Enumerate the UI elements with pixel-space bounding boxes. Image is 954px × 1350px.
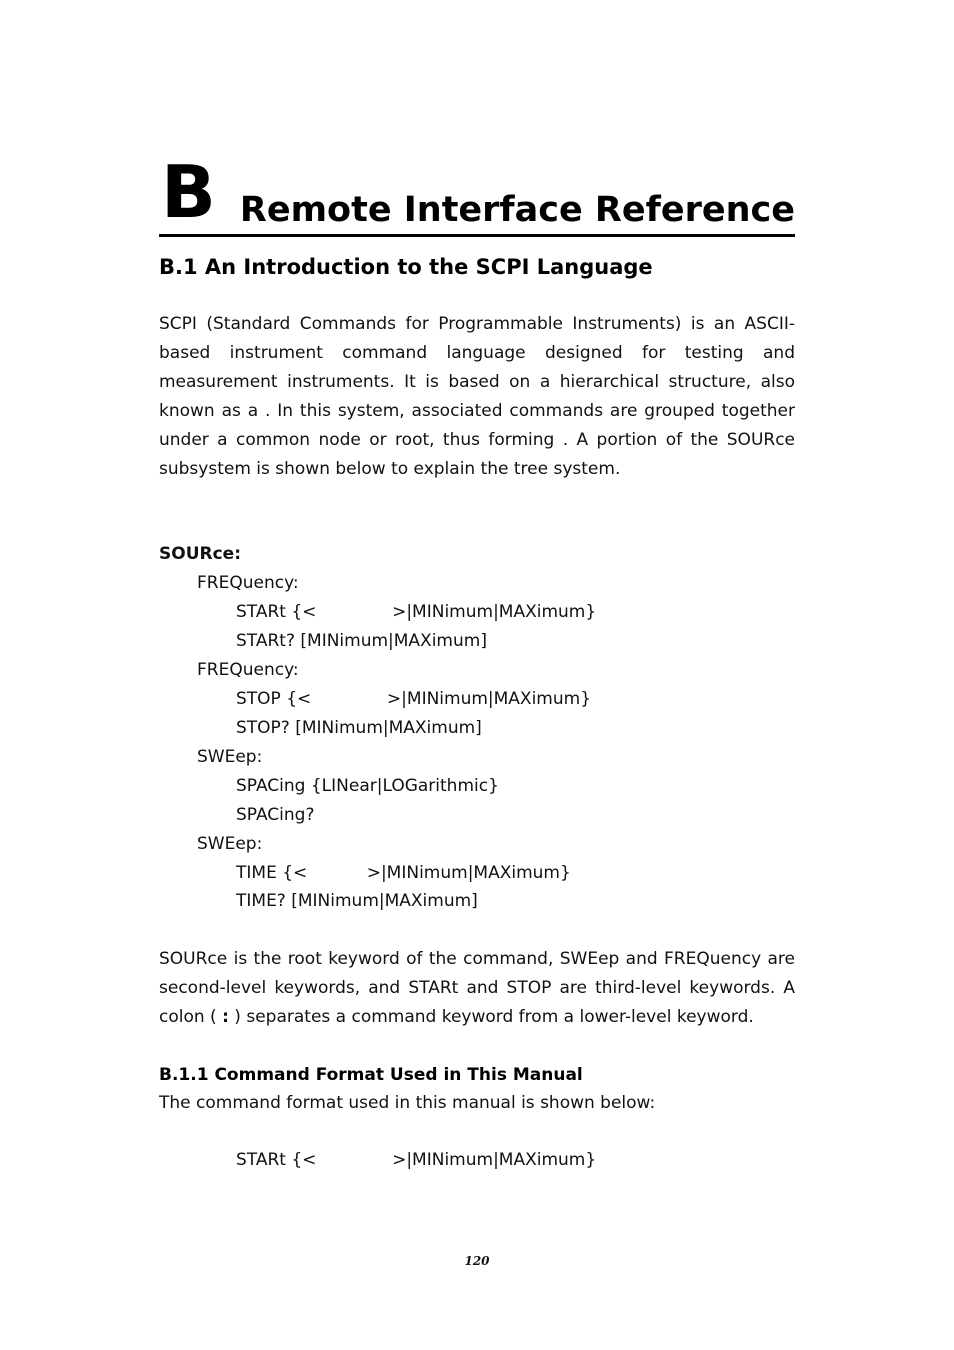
keyword-text-end: ) separates a command keyword from a lower-level keyword. <box>228 1007 754 1027</box>
colon-symbol: : <box>222 1007 229 1027</box>
tree-line: SPACing? <box>236 805 315 825</box>
tree-line: FREQuency: <box>197 660 299 680</box>
keyword-text: SOURce is the root keyword of the command, SWEep and FREQuency are second-level keywords, and STARt and STOP are third-level keywords. A colon ( <box>159 949 795 1027</box>
tree-line: SPACing {LINear|LOGarithmic} <box>236 776 499 796</box>
tree-line: TIME? [MINimum|MAXimum] <box>236 891 478 911</box>
tree-line: STARt? [MINimum|MAXimum] <box>236 631 487 651</box>
tree-line: SWEep: <box>197 834 263 854</box>
tree-line: STOP? [MINimum|MAXimum] <box>236 718 482 738</box>
subsection-intro: The command format used in this manual is shown below: <box>159 1093 656 1113</box>
tree-line: STOP {< >|MINimum|MAXimum} <box>236 689 592 709</box>
tree-line: TIME {< >|MINimum|MAXimum} <box>236 863 571 883</box>
page-number: 120 <box>464 1254 490 1268</box>
tree-line: STARt {< >|MINimum|MAXimum} <box>236 602 597 622</box>
section-title: B.1 An Introduction to the SCPI Language <box>159 255 653 279</box>
command-format-example: STARt {< >|MINimum|MAXimum} <box>236 1150 597 1170</box>
chapter-letter: B <box>161 150 216 234</box>
tree-line: SWEep: <box>197 747 263 767</box>
tree-root: SOURce: <box>159 544 241 564</box>
intro-paragraph: SCPI (Standard Commands for Programmable Instruments) is an ASCII-based instrument command language designed for testing and measurement instruments. It is based on a hierarchical structure, also known as a . In this system, associated commands are grouped together under a common node or root, thus forming . A portion of the SOURce subsystem is shown below to explain the tree system. <box>159 314 795 479</box>
chapter-heading <box>159 150 795 237</box>
chapter-title: Remote Interface Reference <box>239 190 795 230</box>
keyword-paragraph <box>159 945 795 1032</box>
tree-line: FREQuency: <box>197 573 299 593</box>
subsection-title: B.1.1 Command Format Used in This Manual <box>159 1065 583 1085</box>
